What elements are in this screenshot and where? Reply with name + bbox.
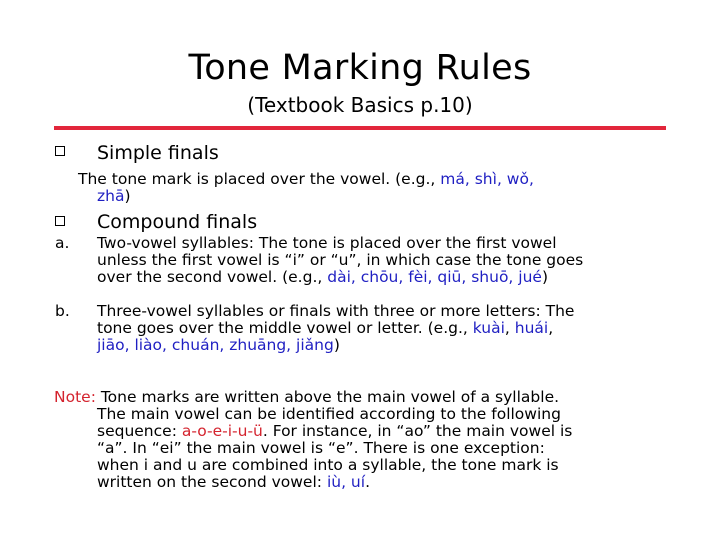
note-text: written on the second vowel:	[97, 473, 327, 491]
punctuation: ,	[548, 319, 554, 337]
two-vowel-rule	[97, 235, 583, 286]
text-line	[97, 337, 574, 354]
text-line: The main vowel can be identified according to the following	[97, 405, 561, 423]
slide-title: Tone Marking Rules	[188, 48, 532, 88]
text-line	[54, 474, 572, 491]
list-marker-b: b.	[55, 302, 70, 320]
text-line	[97, 269, 583, 286]
slide-subtitle: (Textbook Basics p.10)	[247, 93, 473, 117]
text-line	[78, 171, 534, 188]
note-text: Tone marks are written above the main vowel of a syllable.	[95, 388, 560, 406]
punctuation: )	[124, 187, 131, 205]
text-line: unless the first vowel is “i” or “u”, in which case the tone goes	[97, 251, 584, 269]
text-line: Two-vowel syllables: The tone is placed over the first vowel	[97, 234, 557, 252]
vowel-priority-sequence: a-o-e-i-u-ü	[181, 422, 263, 440]
list-marker-a: a.	[55, 234, 70, 252]
example-syllables: kuài	[472, 319, 505, 337]
note-label: Note:	[54, 388, 96, 406]
example-syllables: jiāo, liào, chuán, zhuāng, jiǎng	[97, 336, 334, 354]
text-line: Three-vowel syllables or finals with three or more letters: The	[97, 302, 575, 320]
example-syllables: zhā	[97, 187, 125, 205]
punctuation: ,	[504, 319, 515, 337]
text-line	[97, 320, 574, 337]
punctuation: )	[541, 268, 549, 286]
note-text: sequence:	[97, 422, 182, 440]
example-syllables: huái	[514, 319, 549, 337]
text-line	[54, 423, 572, 440]
text-line: when i and u are combined into a syllable, the tone mark is	[97, 456, 559, 474]
note-text: . For instance, in “ao” the main vowel is	[262, 422, 573, 440]
bullet-heading-simple-finals: Simple finals	[97, 142, 219, 164]
example-syllables: má, shì, wǒ,	[440, 170, 534, 188]
square-bullet-icon	[55, 146, 65, 156]
text-line	[78, 188, 534, 205]
note-block	[54, 389, 572, 491]
text-line	[54, 389, 572, 406]
title-divider	[54, 126, 666, 130]
simple-finals-description	[78, 171, 534, 205]
bullet-heading-compound-finals: Compound finals	[97, 211, 258, 233]
punctuation: )	[333, 336, 340, 354]
example-syllables: iù, uí	[326, 473, 366, 491]
rule-text: over the second vowel. (e.g.,	[97, 268, 328, 286]
description-text: The tone mark is placed over the vowel. (e.g.,	[78, 170, 441, 188]
rule-text: tone goes over the middle vowel or letter. (e.g.,	[97, 319, 473, 337]
three-vowel-rule	[97, 303, 574, 354]
example-syllables: dài, chōu, fèi, qiū, shuō, jué	[327, 268, 542, 286]
punctuation: .	[365, 473, 370, 491]
text-line: “a”. In “ei” the main vowel is “e”. There is one exception:	[97, 439, 545, 457]
square-bullet-icon	[55, 216, 65, 226]
